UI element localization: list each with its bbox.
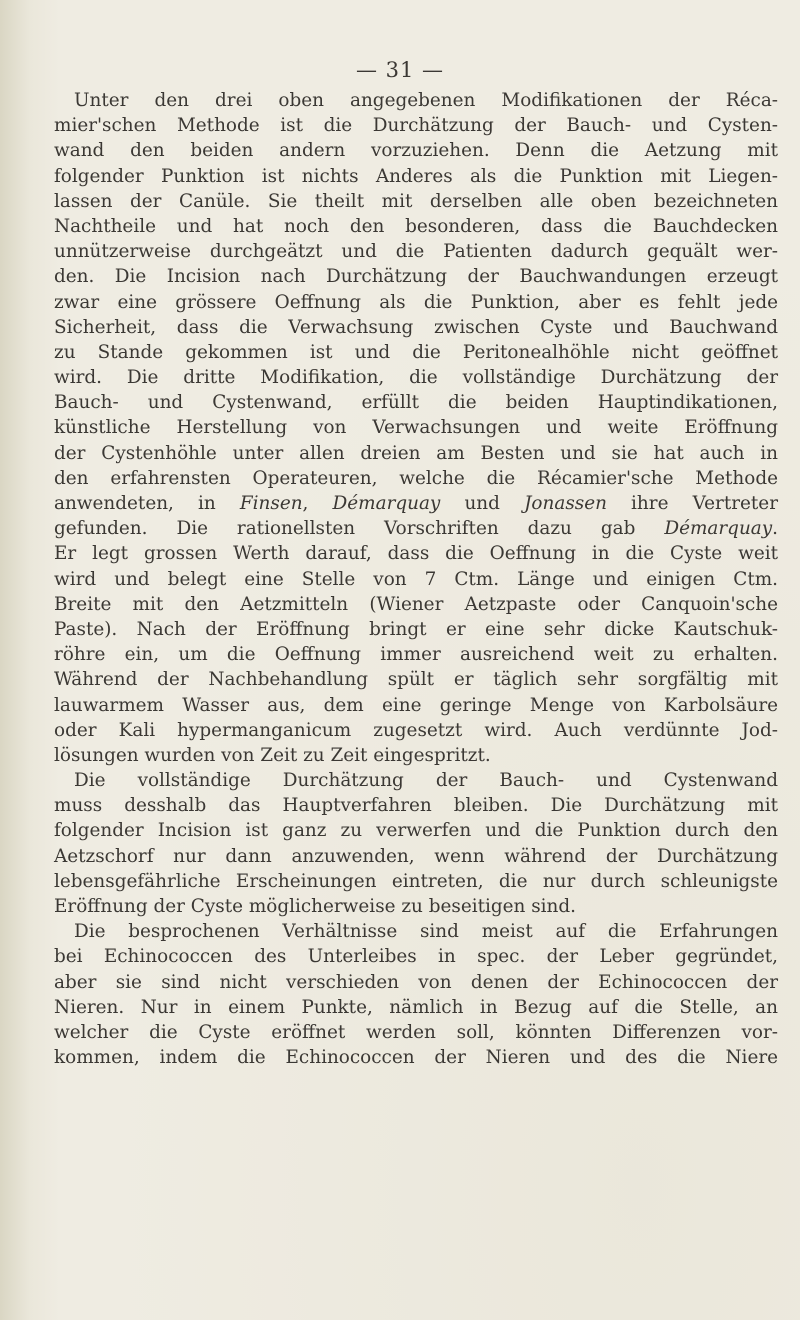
text-run: kommen, indem die Echinococcen der Nieren und des die Niere xyxy=(54,1047,778,1069)
text-run: lauwarmem Wasser aus, dem eine geringe Menge von Karbolsäure xyxy=(54,694,778,716)
text-line xyxy=(54,667,778,692)
italic-name: Jonassen xyxy=(524,493,607,514)
text-line xyxy=(54,592,778,617)
text-line xyxy=(54,919,778,944)
text-line xyxy=(54,743,778,768)
text-line xyxy=(54,617,778,642)
text-run: zu Stande gekommen ist und die Peritonealhöhle nicht geöffnet xyxy=(54,341,778,363)
text-run: wird und belegt eine Stelle von 7 Ctm. Länge und einigen Ctm. xyxy=(54,568,778,590)
text-line xyxy=(54,541,778,566)
page-number: — 31 — xyxy=(355,58,445,82)
text-run: und xyxy=(440,493,525,514)
text-line xyxy=(54,1045,778,1070)
text-line xyxy=(54,869,778,894)
italic-name: Finsen xyxy=(239,493,303,514)
text-line xyxy=(54,88,778,113)
text-line xyxy=(54,189,778,214)
text-run: folgender Incision ist ganz zu verwerfen und die Punktion durch den xyxy=(54,820,778,842)
text-run: Paste). Nach der Eröffnung bringt er eine sehr dicke Kautschuk- xyxy=(54,618,778,640)
text-run: röhre ein, um die Oeffnung immer ausreichend weit zu erhalten. xyxy=(54,644,778,666)
text-line xyxy=(54,365,778,390)
text-line xyxy=(54,516,778,541)
text-line xyxy=(54,844,778,869)
text-line xyxy=(54,290,778,315)
text-line xyxy=(54,718,778,743)
text-line xyxy=(54,113,778,138)
text-run: künstliche Herstellung von Verwachsungen und weite Eröffnung xyxy=(54,417,778,439)
text-run: wand den beiden andern vorzuziehen. Denn die Aetzung mit xyxy=(54,140,778,162)
text-run: Breite mit den Aetzmitteln (Wiener Aetzpaste oder Canquoin'sche xyxy=(54,593,778,615)
text-run: oder Kali hypermanganicum zugesetzt wird. Auch verdünnte Jod- xyxy=(54,719,778,741)
text-run: anwendeten, in xyxy=(54,493,240,514)
text-line xyxy=(54,315,778,340)
text-run: Die besprochenen Verhältnisse sind meist auf die Erfahrungen xyxy=(74,921,778,943)
text-run: folgender Punktion ist nichts Anderes als die Punktion mit Liegen- xyxy=(54,165,778,187)
body-text xyxy=(54,88,778,1070)
text-line xyxy=(54,642,778,667)
text-run: der Cystenhöhle unter allen dreien am Besten und sie hat auch in xyxy=(54,442,778,464)
text-line xyxy=(54,164,778,189)
text-run: aber sie sind nicht verschieden von denen der Echinococcen der xyxy=(54,971,778,993)
text-line xyxy=(54,390,778,415)
text-run: wird. Die dritte Modifikation, die vollständige Durchätzung der xyxy=(54,367,778,389)
text-line xyxy=(54,995,778,1020)
text-line xyxy=(54,340,778,365)
text-run: , xyxy=(302,493,333,514)
text-run: muss desshalb das Hauptverfahren bleiben. Die Durchätzung mit xyxy=(54,795,778,817)
text-line xyxy=(54,1020,778,1045)
text-run: Sicherheit, dass die Verwachsung zwischen Cyste und Bauchwand xyxy=(54,316,778,338)
text-run: Er legt grossen Werth darauf, dass die Oeffnung in die Cyste weit xyxy=(54,543,778,565)
text-line xyxy=(54,264,778,289)
text-run: Nieren. Nur in einem Punkte, nämlich in Bezug auf die Stelle, an xyxy=(54,996,778,1018)
text-line xyxy=(54,415,778,440)
text-line xyxy=(54,466,778,491)
text-line xyxy=(54,944,778,969)
text-run: Die vollständige Durchätzung der Bauch- und Cystenwand xyxy=(74,770,778,792)
text-line xyxy=(54,818,778,843)
text-line xyxy=(54,768,778,793)
text-run: unnützerweise durchgeätzt und die Patienten dadurch gequält wer- xyxy=(54,241,778,263)
text-run: welcher die Cyste eröffnet werden soll, könnten Differenzen vor- xyxy=(54,1021,778,1043)
text-line xyxy=(54,214,778,239)
text-line xyxy=(54,894,778,919)
text-run: Bauch- und Cystenwand, erfüllt die beiden Hauptindikationen, xyxy=(54,392,778,414)
text-line xyxy=(54,970,778,995)
text-run: lebensgefährliche Erscheinungen eintreten, die nur durch schleunigste xyxy=(54,870,778,892)
text-run: Nachtheile und hat noch den besonderen, dass die Bauchdecken xyxy=(54,215,778,237)
text-run: . xyxy=(772,518,778,540)
text-run: Aetzschorf nur dann anzuwenden, wenn während der Durchätzung xyxy=(54,845,778,867)
italic-name: Démarquay xyxy=(664,518,773,540)
text-run: Unter den drei oben angegebenen Modifikationen der Réca- xyxy=(74,90,778,111)
text-line xyxy=(54,567,778,592)
text-run: bei Echinococcen des Unterleibes in spec. der Leber gegründet, xyxy=(54,946,778,968)
text-line xyxy=(54,441,778,466)
text-run: lassen der Canüle. Sie theilt mit derselben alle oben bezeichneten xyxy=(54,190,778,212)
text-line xyxy=(54,793,778,818)
italic-name: Démarquay xyxy=(332,493,441,514)
text-run: zwar eine grössere Oeffnung als die Punktion, aber es fehlt jede xyxy=(54,291,778,313)
text-line xyxy=(54,491,778,516)
text-line xyxy=(54,138,778,163)
text-run: lösungen wurden von Zeit zu Zeit eingespritzt. xyxy=(54,744,491,766)
text-run: mier'schen Methode ist die Durchätzung der Bauch- und Cysten- xyxy=(54,115,778,137)
text-line xyxy=(54,693,778,718)
text-line xyxy=(54,239,778,264)
text-run: gefunden. Die rationellsten Vorschriften dazu gab xyxy=(54,518,665,540)
text-run: den. Die Incision nach Durchätzung der Bauchwandungen erzeugt xyxy=(54,266,778,288)
text-run: ihre Vertreter xyxy=(606,493,778,514)
text-run: den erfahrensten Operateuren, welche die Récamier'sche Methode xyxy=(54,467,778,489)
text-run: Eröffnung der Cyste möglicherweise zu beseitigen sind. xyxy=(54,896,576,917)
text-run: Während der Nachbehandlung spült er täglich sehr sorgfältig mit xyxy=(54,669,778,691)
